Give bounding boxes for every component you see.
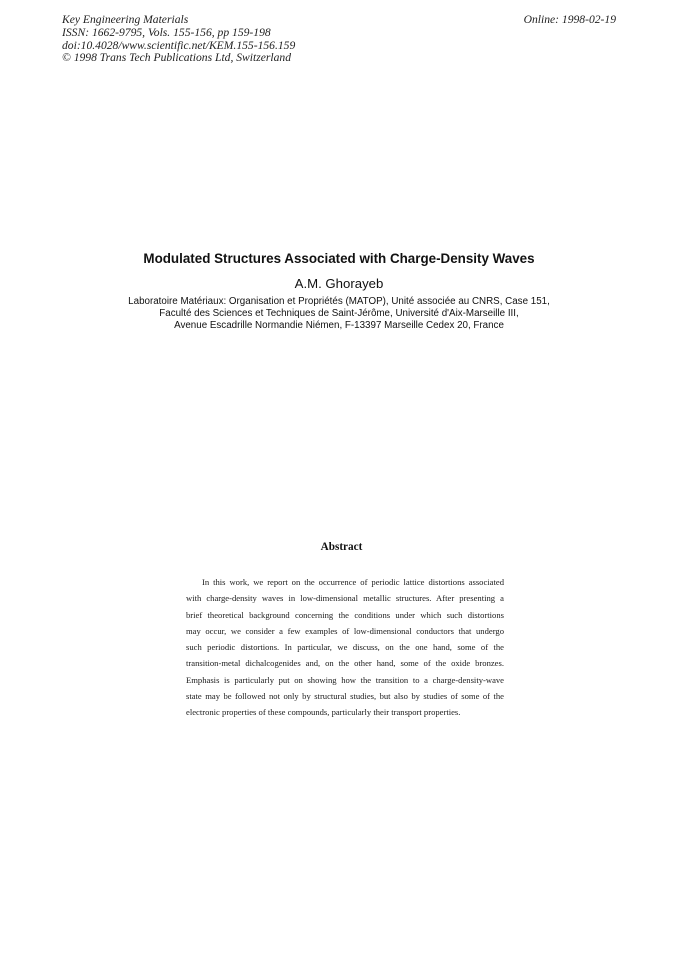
affiliation-line: Faculté des Sciences et Techniques de Saint-Jérôme, Université d'Aix-Marseille III, — [159, 308, 519, 320]
affiliation-line: Laboratoire Matériaux: Organisation et Propriétés (MATOP), Unité associée au CNRS, Case 151, — [128, 296, 550, 307]
journal-name: Key Engineering Materials — [62, 13, 189, 26]
journal-citation-block — [62, 14, 295, 65]
abstract-body — [186, 574, 504, 721]
abstract-heading: Abstract — [320, 541, 363, 553]
affiliation-line: Avenue Escadrille Normandie Niémen, F-13397 Marseille Cedex 20, France — [174, 320, 504, 332]
abstract-line: In this work, we report on the occurrence of periodic lattice distortions associated — [202, 577, 504, 587]
abstract-line: with charge-density waves in low-dimensional metallic structures. After presenting a — [186, 593, 504, 604]
online-date: Online: 1998-02-19 — [523, 13, 616, 26]
abstract-line: such periodic distortions. In particular, we discuss, on the one hand, some of the — [186, 642, 504, 653]
abstract-line: may occur, we consider a few examples of low-dimensional conductors that undergo — [186, 625, 504, 636]
doi-link[interactable]: doi:10.4028/www.scientific.net/KEM.155-156.159 — [62, 38, 296, 52]
abstract-line: Emphasis is particularly put on showing how the transition to a charge-density-wave — [186, 674, 504, 685]
abstract-line: electronic properties of these compounds, particularly their transport properties. — [186, 707, 461, 718]
issn-volume-pages: ISSN: 1662-9795, Vols. 155-156, pp 159-198 — [62, 25, 271, 39]
paper-title: Modulated Structures Associated with Charge-Density Waves — [143, 251, 535, 266]
abstract-line: state may be followed not only by structural studies, but also by studies of some of the — [186, 691, 504, 702]
paper-author: A.M. Ghorayeb — [294, 276, 384, 291]
abstract-line: brief theoretical background concerning the conditions under which such distortions — [186, 609, 504, 620]
author-affiliation — [0, 296, 678, 333]
abstract-line: transition-metal dichalcogenides and, on the other hand, some of the oxide bronzes. — [186, 658, 504, 669]
copyright-notice: © 1998 Trans Tech Publications Ltd, Switzerland — [62, 51, 292, 65]
